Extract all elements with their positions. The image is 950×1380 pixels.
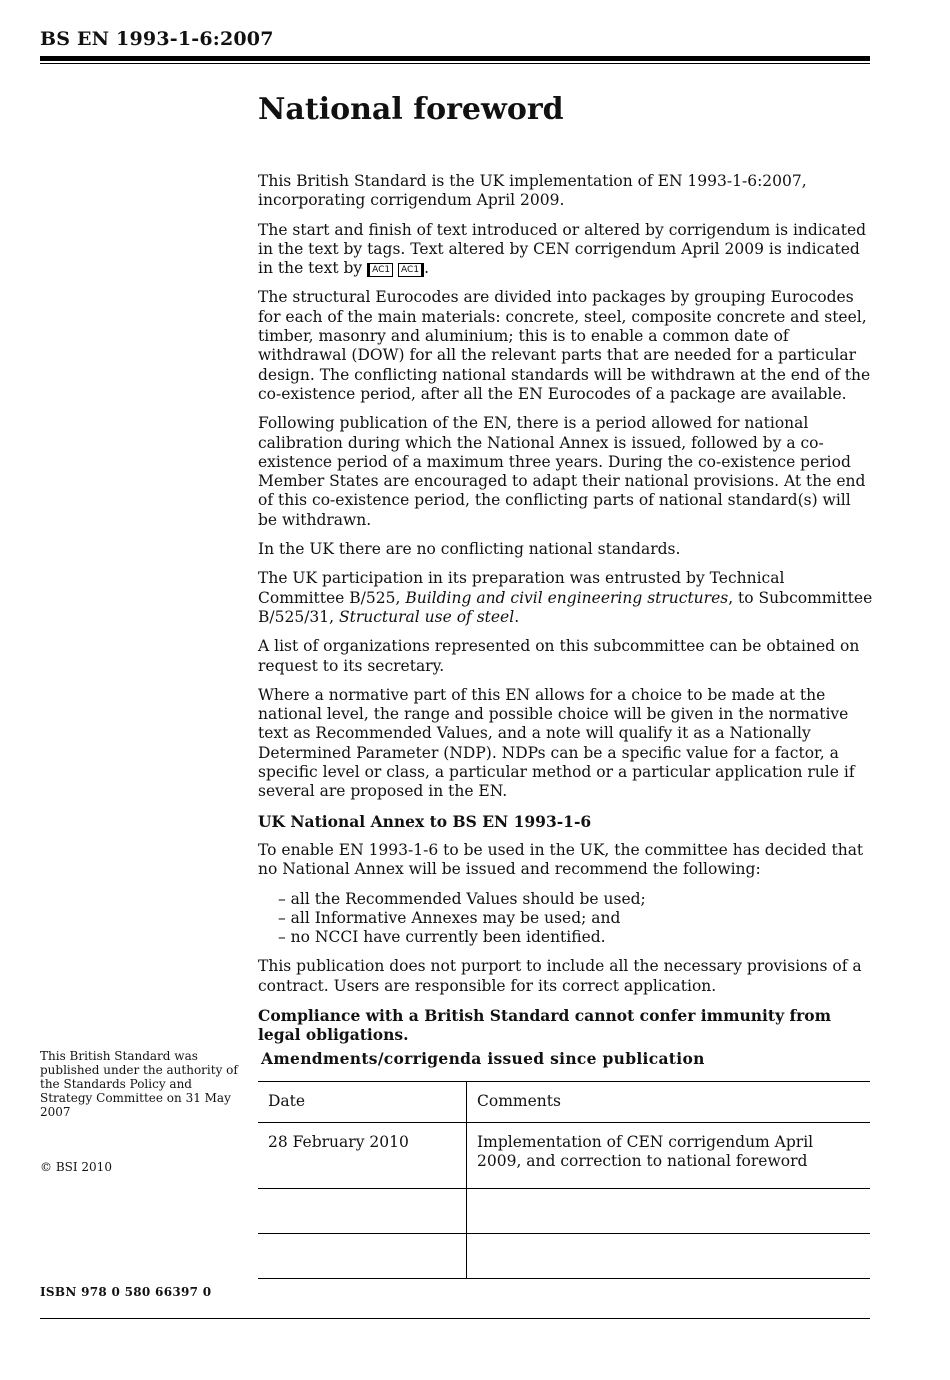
amendments-title: Amendments/corrigenda issued since publication [261,1049,705,1068]
paragraph-calibration: Following publication of the EN, there is a period allowed for national calibration during which the National Annex is issued, followed by a co-existence period of a maximum three years. During the co-existence period Member States are encouraged to adapt their national provisions. At the end of this co-existence period, the conflicting parts of national standard(s) will be withdrawn. [258,414,866,529]
participation-text-c: , to Subcommittee B/525/31, [258,588,873,626]
row-date: 28 February 2010 [258,1123,467,1189]
paragraph-tags: The start and finish of text introduced or altered by corrigendum is indicated in the text by tags. Text altered by CEN corrigendum April 2009 is indicated in the text by AC1 AC1 . [258,220,867,278]
paragraph-implementation: This British Standard is the UK implementation of EN 1993-1-6:2007, incorporating corrigendum April 2009. [258,172,807,210]
row-date [258,1189,467,1234]
row-comments: Implementation of CEN corrigendum April 2009, and correction to national foreword [467,1123,871,1189]
isbn: ISBN 978 0 580 66397 0 [40,1285,212,1299]
subcommittee-title: Structural use of steel [339,607,515,626]
paragraph-organizations: A list of organizations represented on this subcommittee can be obtained on request to its secretary. [258,637,860,675]
paragraph-packages: The structural Eurocodes are divided into packages by grouping Eurocodes for each of the main materials: concrete, steel, composite concrete and steel, timber, masonry and aluminium; this is to enable a common date of withdrawal (DOW) for all the relevant parts that are needed for a particular design. The conflicting national standards will be withdrawn at the end of the co-existence period, after all the EN Eurocodes of a package are available. [258,288,871,403]
header-rule-thick [40,56,870,61]
footer-rule [40,1318,870,1319]
copyright-notice: © BSI 2010 [40,1160,112,1174]
list-item: – all the Recommended Values should be used; [278,889,646,908]
participation-text-a: The UK participation in its preparation was entrusted by Technical Committee B/525, [258,569,785,607]
paragraph-contract: This publication does not purport to include all the necessary provisions of a contract. Users are responsible for its correct application. [258,957,862,995]
annex-heading: UK National Annex to BS EN 1993-1-6 [258,811,592,831]
paragraph-compliance: Compliance with a British Standard cannot confer immunity from legal obligations. [258,1005,832,1045]
row-date [258,1234,467,1279]
recommendation-list [258,890,873,948]
row-comments [467,1234,871,1279]
table-row [258,1189,870,1234]
committee-title: Building and civil engineering structures [405,588,729,607]
paragraph-no-conflict: In the UK there are no conflicting national standards. [258,540,681,559]
header-comments: Comments [467,1082,871,1123]
table-row [258,1123,870,1189]
paragraph-annex: To enable EN 1993-1-6 to be used in the UK, the committee has decided that no National Annex will be issued and recommend the following: [258,840,864,879]
document-code: BS EN 1993-1-6:2007 [40,28,274,50]
foreword-body [258,172,873,1055]
list-item: – all Informative Annexes may be used; and [278,908,621,927]
corrigendum-end-tag: AC1 [398,263,424,277]
participation-text-e: . [514,607,520,626]
header-date: Date [258,1082,467,1123]
paragraph-ndp: Where a normative part of this EN allows for a choice to be made at the national level, the range and possible choice will be given in the normative text as Recommended Values, and a note will qualify it as a Nationally Determined Parameter (NDP). NDPs can be a specific value for a factor, a specific level or class, a particular method or a particular application rule if several are proposed in the EN. [258,685,855,801]
list-item: – no NCCI have currently been identified. [278,928,606,947]
paragraph-tags-text: The start and finish of text introduced or altered by corrigendum is indicated in the text by tags. Text altered by CEN corrigendum April 2009 is indicated in the text by [258,220,867,278]
table-header-row [258,1082,870,1123]
paragraph-participation [258,569,873,627]
row-comments [467,1189,871,1234]
header-rule-thin [40,63,870,64]
publication-authority-note: This British Standard was published under the authority of the Standards Policy and Strategy Committee on 31 May 2007 [40,1049,238,1119]
corrigendum-start-tag: AC1 [367,263,393,277]
amendments-table [258,1081,870,1279]
table-row [258,1234,870,1279]
page-title: National foreword [258,92,564,127]
